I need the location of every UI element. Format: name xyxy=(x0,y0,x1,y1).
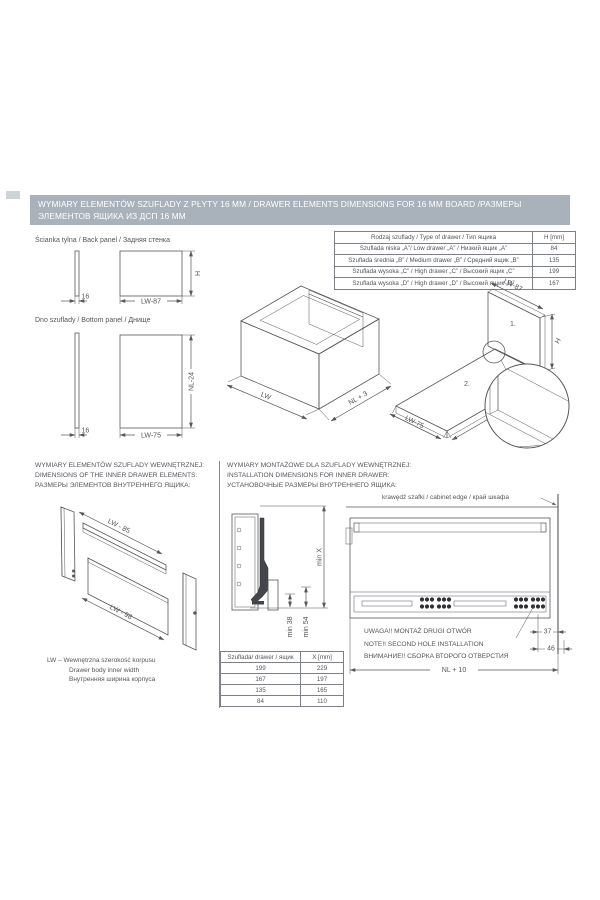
width-dim: LW-87 xyxy=(141,298,161,306)
bottom-panel-drawing xyxy=(35,326,210,448)
drawer-back-section xyxy=(232,514,258,610)
slide-profile xyxy=(251,518,268,604)
type-cell: Szuflada wysoka „C” / High drawer „C” / Высокий ящик „C” xyxy=(335,266,533,278)
drawer-cell: 84 xyxy=(221,696,301,707)
back-panel-label: Ścianka tylna / Back panel / Задняя стенка xyxy=(35,237,171,244)
front-panel xyxy=(88,558,168,635)
heading-en: DIMENSIONS OF THE INNER DRAWER ELEMENTS: xyxy=(35,472,198,479)
type-col-header: Rodzaj szuflady / Type of drawer / Тип ящика xyxy=(335,232,533,244)
depth-dim: NL-24 xyxy=(188,371,196,392)
dim-37: 37 xyxy=(543,628,552,636)
front-dim: LW-75 xyxy=(403,415,425,431)
x-cell: 229 xyxy=(301,663,344,674)
width-dim: LW-75 xyxy=(141,432,161,440)
lw-note-ru: Внутренняя ширина корпуса xyxy=(69,676,156,683)
min38-dim: min 38 xyxy=(287,616,294,638)
back-slab-face xyxy=(488,292,540,372)
dim-46: 46 xyxy=(547,645,555,653)
drawer-cell: 167 xyxy=(221,674,301,685)
drawer-side-view xyxy=(350,518,550,618)
note-en: NOTE!! SECOND HOLE INSTALLATION xyxy=(364,640,484,648)
panel-front-view xyxy=(120,251,182,296)
nl-dim: NL + 3 xyxy=(347,390,369,407)
type-cell: Szuflada wysoka „D” / High drawer „D” / Высокий ящик „D” xyxy=(335,278,533,290)
cabinet-edge-label: krawędź szafki / cabinet edge / край шкафа xyxy=(382,494,509,501)
rail-dim: LW - 85 xyxy=(106,518,131,536)
table-row xyxy=(335,243,576,255)
board-section-hatch xyxy=(268,580,278,610)
h-cell: 135 xyxy=(533,255,576,267)
lw-note-en: Drawer body inner width xyxy=(69,666,140,674)
box-inner-bottom xyxy=(260,296,359,345)
h-cell: 199 xyxy=(533,266,576,278)
top-rail xyxy=(354,523,546,532)
x-col-header: X [mm] xyxy=(301,652,344,663)
panel-dim: LW - 98 xyxy=(108,604,133,622)
table-row xyxy=(335,255,576,267)
lw-note-pl: LW – Wewnętrzna szerokość korpusu xyxy=(47,657,156,664)
inner-drawer-parts-drawing xyxy=(38,503,218,655)
table-row xyxy=(335,232,576,244)
assembled-box-drawing xyxy=(213,278,395,426)
h-col-header: H [mm] xyxy=(533,232,576,244)
cross-section-drawing xyxy=(224,500,344,652)
type-cell: Szuflada średnia „B” / Medium drawer „B” / Средний ящик „B” xyxy=(335,255,533,267)
x-cell: 110 xyxy=(301,696,344,707)
scan-mark xyxy=(6,191,20,199)
heading-en: INSTALLATION DIMENSIONS FOR INNER DRAWER: xyxy=(227,472,390,479)
drawer-col-header: Szuflada/ drawer / ящик xyxy=(221,652,301,663)
panel-edge-view xyxy=(75,251,79,296)
heading-pl: WYMIARY MONTAŻOWE DLA SZUFLADY WEWNĘTRZNEJ: xyxy=(227,462,412,469)
height-dim: H xyxy=(195,270,202,277)
table-row xyxy=(221,674,344,685)
part1-label: 1. xyxy=(510,321,516,328)
mounting-holes-front xyxy=(420,597,451,608)
min-x-dim: min X xyxy=(316,548,324,566)
min54-dim: min 54 xyxy=(303,616,310,638)
drawer-cell: 199 xyxy=(221,663,301,674)
h-cell: 167 xyxy=(533,278,576,290)
note-pl: UWAGA!! MONTAŻ DRUGI OTWÓR xyxy=(364,628,472,635)
table-row xyxy=(221,685,344,696)
thickness-dim: 16 xyxy=(81,427,90,435)
page-title: WYMIARY ELEMENTÓW SZUFLADY Z PŁYTY 16 MM / DRAWER ELEMENTS DIMENSIONS FOR 16 MM BOARD /РАЗМЕРЫ ЭЛЕМЕНТОВ ЯЩИКА ИЗ ДСП 16 ММ xyxy=(30,195,570,225)
x-cell: 197 xyxy=(301,674,344,685)
box-right-face xyxy=(319,319,379,409)
table-row xyxy=(221,663,344,674)
panel-edge-view xyxy=(75,333,79,428)
h-cell: 84 xyxy=(533,243,576,255)
heading-pl: WYMIARY ELEMENTÓW SZUFLADY WEWNĘTRZNEJ: xyxy=(35,462,205,469)
height-dim: H xyxy=(554,337,563,346)
x-dimension-table xyxy=(220,651,344,707)
lw-note xyxy=(47,656,156,685)
heading-ru: РАЗМЕРЫ ЭЛЕМЕНТОВ ВНУТРЕННЕГО ЯЩИКА: xyxy=(35,482,191,489)
drawer-cell: 135 xyxy=(221,685,301,696)
type-cell: Szuflada niska „A”/ Low drawer „A” / Низкий ящик „A” xyxy=(335,243,533,255)
thickness-dim: 16 xyxy=(81,293,90,301)
second-hole-note xyxy=(364,626,509,664)
heading-ru: УСТАНОВОЧНЫЕ РАЗМЕРЫ ВНУТРЕННЕГО ЯЩИКА: xyxy=(227,482,397,489)
x-cell: 165 xyxy=(301,685,344,696)
mounting-holes-rear xyxy=(514,597,545,608)
install-section-heading xyxy=(227,461,411,491)
lw-dim: LW xyxy=(259,391,272,402)
front-bracket xyxy=(346,528,352,544)
note-ru: ВНИМАНИЕ!! СБОРКА ВТОРОГО ОТВЕРСТИЯ xyxy=(364,653,509,660)
top-dim: LW-87 xyxy=(502,278,524,294)
back-panel-drawing xyxy=(35,246,210,310)
table-row xyxy=(335,266,576,278)
table-row xyxy=(221,696,344,707)
dim-nl10: NL + 10 xyxy=(441,667,467,674)
bottom-panel-label: Dno szuflady / Bottom panel / Днище xyxy=(35,317,151,324)
box-inner-back xyxy=(309,294,363,347)
part2-label: 2. xyxy=(464,381,470,388)
table-row xyxy=(221,652,344,663)
panel-front-view xyxy=(120,335,182,428)
inner-section-heading xyxy=(35,461,204,491)
